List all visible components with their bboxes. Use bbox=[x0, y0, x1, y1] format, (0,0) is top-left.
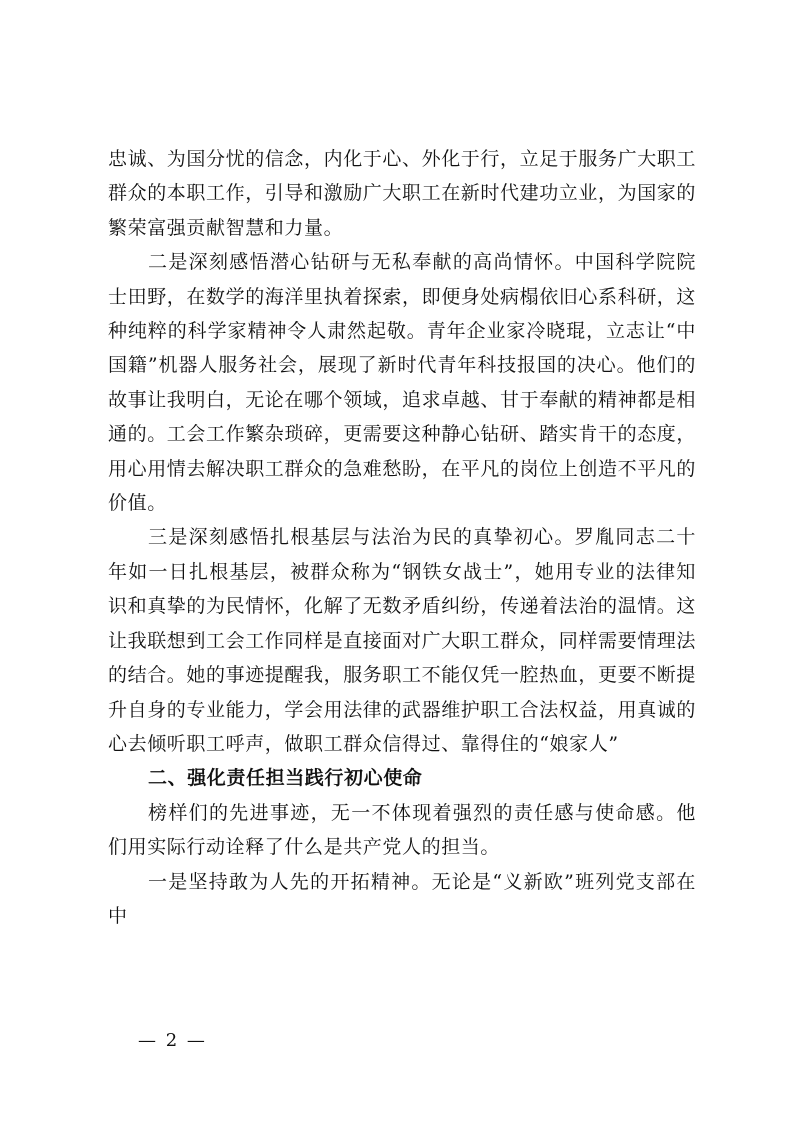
paragraph-second-point: 二是深刻感悟潜心钻研与无私奉献的高尚情怀。中国科学院院士田野，在数学的海洋里执着探索，即便身处病榻依旧心系科研，这种纯粹的科学家精神令人肃然起敬。青年企业家冷晓琨，立志让“中国籍”机器人服务社会，展现了新时代青年科技报国的决心。他们的故事让我明白，无论在哪个领域，追求卓越、甘于奉献的精神都是相通的。工会工作繁杂琐碎，更需要这种静心钻研、踏实肯干的态度，用心用情去解决职工群众的急难愁盼，在平凡的岗位上创造不平凡的价值。 bbox=[108, 251, 697, 515]
paragraph-section-intro: 榜样们的先进事迹，无一不体现着强烈的责任感与使命感。他们用实际行动诠释了什么是共产党人的担当。 bbox=[108, 801, 696, 859]
paragraph-continuation: 忠诚、为国分忧的信念，内化于心、外化于行，立足于服务广大职工群众的本职工作，引导和激励广大职工在新时代建功立业，为国家的繁荣富强贡献智慧和力量。 bbox=[108, 148, 697, 239]
paragraph-first-point: 一是坚持敢为人先的开拓精神。无论是“义新欧”班列党支部在中 bbox=[108, 870, 696, 927]
document-body bbox=[108, 142, 696, 933]
paragraph-third-point: 三是深刻感悟扎根基层与法治为民的真挚初心。罗胤同志二十年如一日扎根基层，被群众称为“钢铁女战士”，她用专业的法律知识和真挚的为民情怀，化解了无数矛盾纠纷，传递着法治的温情。这让我联想到工会工作同样是直接面对广大职工群众，同样需要情理法的结合。她的事迹提醒我，服务职工不能仅凭一腔热血，更要不断提升自身的专业能力，学会用法律的武器维护职工合法权益，用真诚的心去倾听职工呼声，做职工群众信得过、靠得住的“娘家人” bbox=[108, 526, 697, 755]
section-heading: 二、强化责任担当践行初心使命 bbox=[148, 767, 423, 790]
page-number: — 2 — bbox=[138, 1030, 207, 1051]
